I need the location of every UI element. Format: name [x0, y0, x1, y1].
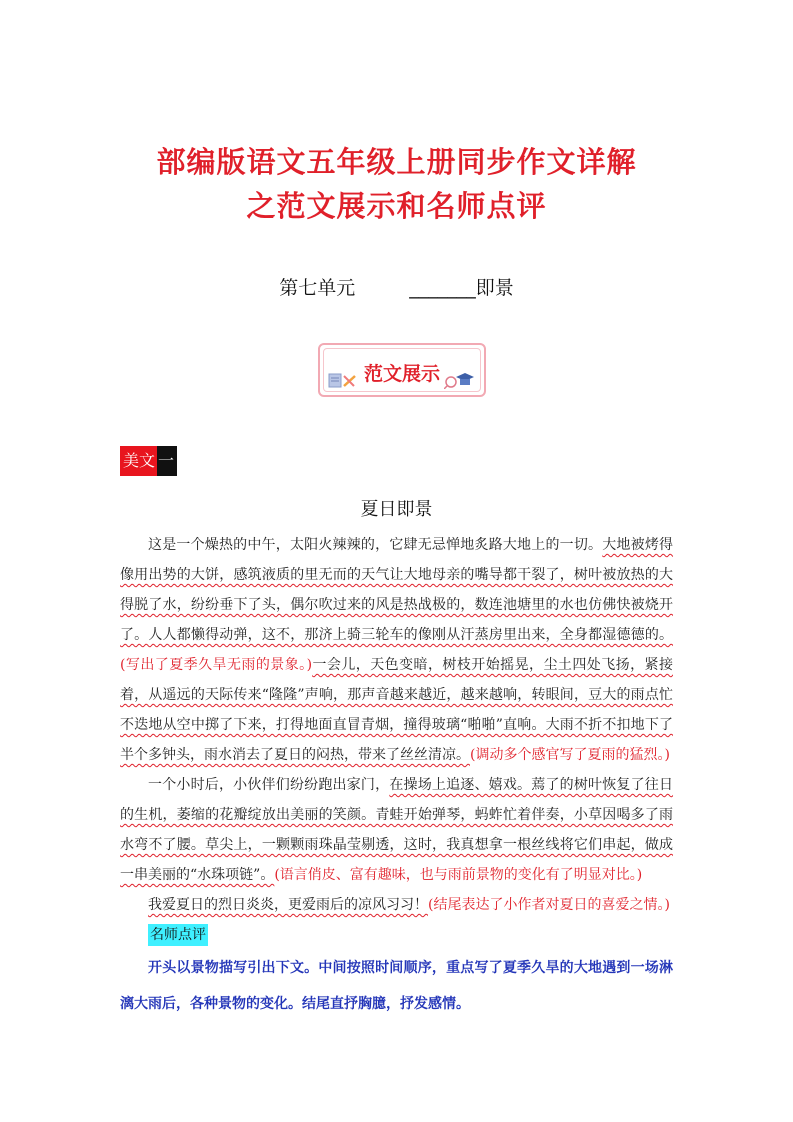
underlined-segment: 大地被烤得像用出势的大饼，感筑液质的里无而的天气让大地母亲的嘴导都干裂了，树叶被放热的大得脱了水，纷纷垂下了头，偶尔吹过来的风是热战极的，数连池塘里的水也仿佛快被烧开了。人人都懒得动弹，这不，那济上骑三轮车的像刚从汗蒸房里出来，全身都湿德德的。	[120, 537, 674, 643]
annotation: (调动多个感官写了夏雨的猛烈。)	[470, 747, 670, 763]
text-segment: 这是一个燥热的中午，太阳火辣辣的，它肆无忌惮地炙路大地上的一切。	[148, 537, 603, 553]
underlined-segment: 我爱夏日的烈日炎炎，更爱雨后的凉风习习！	[148, 897, 428, 913]
essay-tag-black: 一	[157, 446, 177, 476]
essay-body	[120, 530, 673, 1022]
annotation: (写出了夏季久旱无雨的景象。)	[120, 657, 313, 673]
essay-paragraph-2	[120, 770, 673, 890]
underlined-segment: 在操场上追逐、嬉戏。蔫了的树叶恢复了往日的生机，萎缩的花瓣绽放出美丽的笑颜。青蛙开始弹琴，蚂蚱忙着伴奏，小草因喝多了雨水弯不了腰。草尖上，一颗颗雨珠晶莹剔透，这时，我真想拿一根丝线将它们串起，做成一串美丽的“水珠项链”。	[120, 777, 674, 883]
essay-paragraph-1	[120, 530, 673, 770]
essay-paragraph-3	[120, 890, 673, 920]
document-title-line1: 部编版语文五年级上册同步作文详解	[156, 145, 637, 179]
teacher-comment: 开头以景物描写引出下文。中间按照时间顺序，重点写了夏季久旱的大地遇到一场淋漓大雨后，各种景物的变化。结尾直抒胸臆，抒发感情。	[120, 960, 673, 1012]
unit-topic: _______即景	[409, 277, 514, 299]
text-segment: 一个小时后，小伙伴们纷纷跑出家门，	[148, 777, 390, 793]
essay-number-tag	[120, 446, 177, 476]
underlined-segment: 一会儿，天色变暗，树枝开始摇晃，尘土四处飞扬，紧接着，从遥远的天际传来“隆隆”声响，那声音越来越近，越来越响，转眼间，豆大的雨点忙不迭地从空中掷了下来，打得地面直冒青烟，撞得玻璃“啪啪”直响。大雨不折不扣地下了半个多钟头，雨水消去了夏日的闷热，带来了丝丝清凉。	[120, 657, 673, 763]
essay-title: 夏日即景	[360, 499, 433, 520]
unit-label: 第七单元	[279, 277, 356, 299]
document-title-line2: 之范文展示和名师点评	[246, 189, 547, 223]
unit-heading	[0, 273, 793, 300]
graduation-cap-icon	[444, 371, 474, 389]
annotation: (结尾表达了小作者对夏日的喜爱之情。)	[428, 897, 670, 913]
annotation: (语言俏皮、富有趣味，也与雨前景物的变化有了明显对比。)	[274, 867, 643, 883]
section-badge	[318, 343, 486, 397]
essay-tag-red: 美文	[120, 446, 157, 476]
teacher-comment-label: 名师点评	[148, 924, 208, 946]
section-badge-label: 范文展示	[363, 363, 440, 385]
